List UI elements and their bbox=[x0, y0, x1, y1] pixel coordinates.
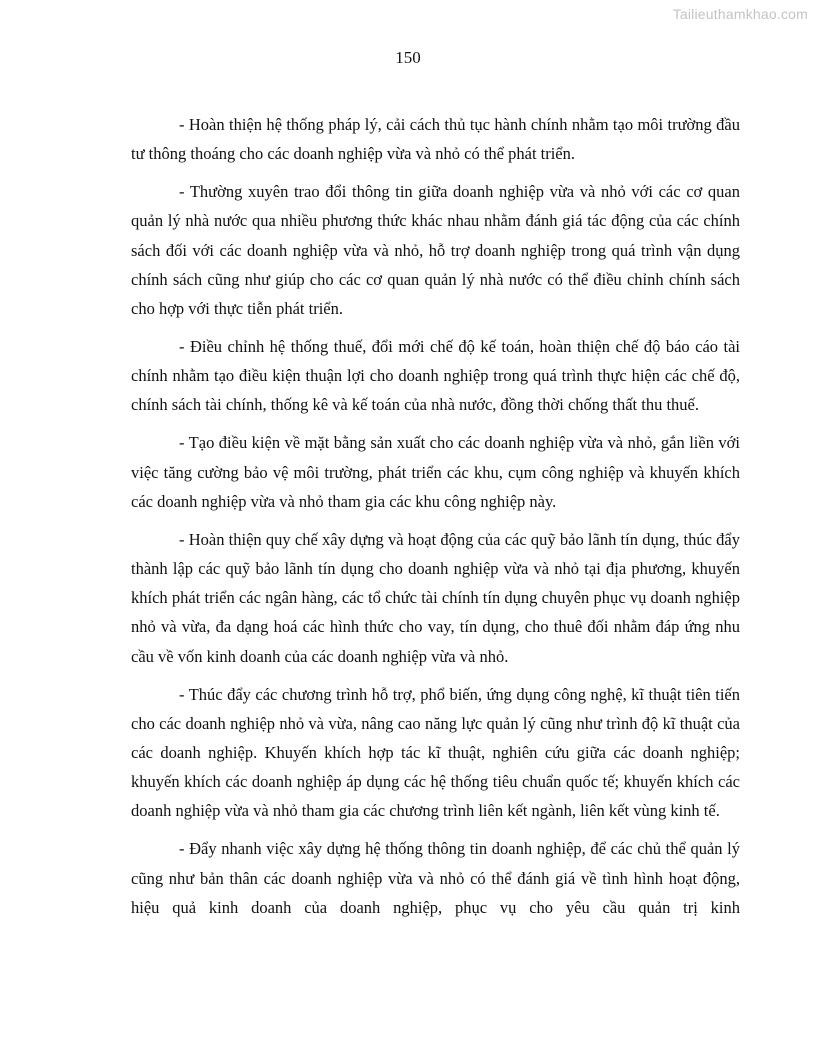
paragraph-technology-support: - Thúc đẩy các chương trình hỗ trợ, phổ biến, ứng dụng công nghệ, kĩ thuật tiên tiến cho các doanh nghiệp nhỏ và vừa, nâng cao năng lực quản lý cũng như trình độ kĩ thuật của các doanh nghiệp. Khuyến khích hợp tác kĩ thuật, nghiên cứu giữa các doanh nghiệp; khuyến khích các doanh nghiệp áp dụng các hệ thống tiêu chuẩn quốc tế; khuyến khích các doanh nghiệp vừa và nhỏ tham gia các chương trình liên kết ngành, liên kết vùng kinh tế. bbox=[131, 684, 740, 821]
paragraph-tax-accounting: - Điều chỉnh hệ thống thuế, đổi mới chế độ kế toán, hoàn thiện chế độ báo cáo tài chính nhằm tạo điều kiện thuận lợi cho doanh nghiệp trong quá trình thực hiện các chế độ, chính sách tài chính, thống kê và kế toán của nhà nước, đồng thời chống thất thu thuế. bbox=[131, 337, 740, 415]
paragraph-production-premises: - Tạo điều kiện về mặt bằng sản xuất cho các doanh nghiệp vừa và nhỏ, gắn liền với việc tăng cường bảo vệ môi trường, phát triển các khu, cụm công nghiệp và khuyến khích các doanh nghiệp vừa và nhỏ tham gia các khu công nghiệp này. bbox=[131, 433, 740, 511]
site-watermark: Tailieuthamkhao.com bbox=[672, 6, 808, 22]
page-body bbox=[131, 110, 740, 931]
paragraph-information-exchange: - Thường xuyên trao đổi thông tin giữa doanh nghiệp vừa và nhỏ với các cơ quan quản lý nhà nước qua nhiều phương thức khác nhau nhằm đánh giá tác động của các chính sách đối với các doanh nghiệp vừa và nhỏ, hỗ trợ doanh nghiệp trong quá trình vận dụng chính sách cũng như giúp cho các cơ quan quản lý nhà nước có thể điều chỉnh chính sách cho hợp với thực tiễn phát triển. bbox=[131, 182, 740, 319]
paragraph-legal-reform: - Hoàn thiện hệ thống pháp lý, cải cách thủ tục hành chính nhằm tạo môi trường đầu tư thông thoáng cho các doanh nghiệp vừa và nhỏ có thể phát triển. bbox=[131, 115, 740, 164]
page-number: 150 bbox=[395, 48, 421, 67]
paragraph-credit-guarantee: - Hoàn thiện quy chế xây dựng và hoạt động của các quỹ bảo lãnh tín dụng, thúc đẩy thành lập các quỹ bảo lãnh tín dụng cho doanh nghiệp vừa và nhỏ tại địa phương, khuyến khích phát triển các ngân hàng, các tổ chức tài chính tín dụng chuyên phục vụ doanh nghiệp nhỏ và vừa, đa dạng hoá các hình thức cho vay, tín dụng, cho thuê đối nhằm đáp ứng nhu cầu về vốn kinh doanh của các doanh nghiệp vừa và nhỏ. bbox=[131, 529, 740, 666]
paragraph-information-system: - Đẩy nhanh việc xây dựng hệ thống thông tin doanh nghiệp, để các chủ thể quản lý cũng như bản thân các doanh nghiệp vừa và nhỏ có thể đánh giá về tình hình hoạt động, hiệu quả kinh doanh của doanh nghiệp, phục vụ cho yêu cầu quản trị kinh bbox=[131, 839, 740, 917]
